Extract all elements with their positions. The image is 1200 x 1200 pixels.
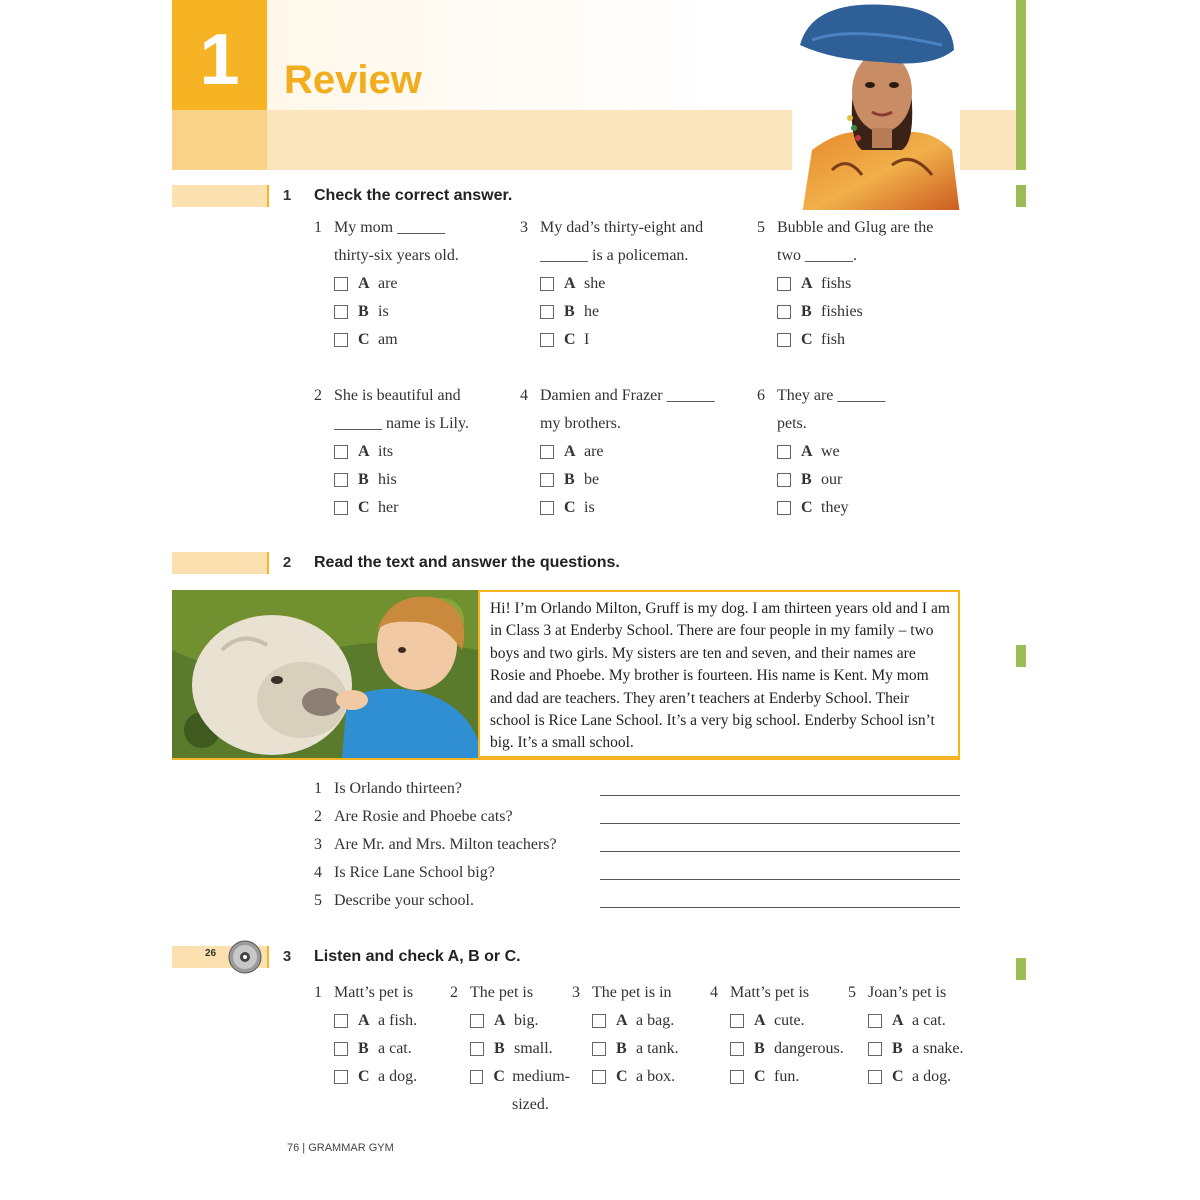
answer-option[interactable] bbox=[592, 1007, 702, 1035]
option-letter: B bbox=[801, 471, 812, 488]
audio-track-number: 26 bbox=[205, 948, 217, 959]
option-letter: C bbox=[564, 331, 576, 348]
answer-option[interactable] bbox=[777, 298, 957, 326]
question-number: 1 bbox=[314, 780, 322, 797]
option-text: his bbox=[378, 471, 397, 488]
option-letter: B bbox=[358, 303, 369, 320]
option-letter: C bbox=[493, 1068, 505, 1085]
option-text: a bag. bbox=[636, 1012, 675, 1029]
checkbox[interactable] bbox=[730, 1070, 744, 1084]
checkbox[interactable] bbox=[540, 333, 554, 347]
question-number: 2 bbox=[450, 984, 458, 1001]
answer-option[interactable] bbox=[540, 494, 740, 522]
option-letter: C bbox=[801, 499, 813, 516]
section-title: Check the correct answer. bbox=[314, 187, 513, 204]
option-text: fish bbox=[821, 331, 845, 348]
question-text: Matt’s pet is bbox=[730, 984, 810, 1001]
unit-number-box: 1 bbox=[172, 0, 267, 110]
answer-option[interactable] bbox=[334, 494, 504, 522]
section-title: Read the text and answer the questions. bbox=[314, 554, 620, 571]
mc-question bbox=[848, 979, 988, 1091]
question-text: Is Rice Lane School big? bbox=[334, 864, 495, 881]
checkbox[interactable] bbox=[777, 305, 791, 319]
option-text: she bbox=[584, 275, 606, 292]
question-number: 1 bbox=[314, 219, 322, 236]
answer-option[interactable] bbox=[730, 1063, 850, 1091]
answer-option[interactable] bbox=[470, 1063, 570, 1091]
answer-option[interactable] bbox=[592, 1063, 702, 1091]
option-text: fun. bbox=[774, 1068, 800, 1085]
answer-option[interactable] bbox=[540, 438, 740, 466]
answer-line[interactable] bbox=[600, 795, 960, 796]
option-letter: A bbox=[616, 1012, 628, 1029]
option-text: fishies bbox=[821, 303, 863, 320]
question-number: 2 bbox=[314, 387, 322, 404]
question-number: 5 bbox=[314, 892, 322, 909]
option-text: be bbox=[584, 471, 600, 488]
answer-line[interactable] bbox=[600, 879, 960, 880]
answer-option[interactable] bbox=[868, 1035, 988, 1063]
question-text: two ______. bbox=[777, 247, 857, 264]
checkbox[interactable] bbox=[334, 473, 348, 487]
question-number: 3 bbox=[314, 836, 322, 853]
reading-text: Hi! I’m Orlando Milton, Gruff is my dog. I am thirteen years old and I am in Class 3 at Enderby School. There are four people in my family – two boys and two girls. My sisters are ten and seven, and their names are Rosie and Phoebe. My brother is fourteen. His name is Kent. My mom and dad are teachers. They aren’t teachers at Enderby School. Their school is Rice Lane School. It’s a very big school. Enderby School isn’t big. It’s a small school. bbox=[490, 600, 950, 752]
option-letter: B bbox=[801, 303, 812, 320]
answer-option[interactable] bbox=[334, 438, 504, 466]
audio-cd-icon[interactable] bbox=[228, 940, 262, 974]
option-letter: A bbox=[801, 443, 813, 460]
answer-option[interactable] bbox=[730, 1035, 850, 1063]
question-text: thirty-six years old. bbox=[334, 247, 459, 264]
answer-option[interactable] bbox=[334, 298, 504, 326]
question-number: 5 bbox=[848, 984, 856, 1001]
question-text: pets. bbox=[777, 415, 807, 432]
question-text: They are ______ bbox=[777, 387, 886, 404]
checkbox[interactable] bbox=[868, 1070, 882, 1084]
question-number: 4 bbox=[710, 984, 718, 1001]
mc-question bbox=[314, 979, 444, 1091]
option-text: cute. bbox=[774, 1012, 805, 1029]
question-number: 4 bbox=[520, 387, 528, 404]
option-text: a snake. bbox=[912, 1040, 964, 1057]
section-number: 2 bbox=[267, 552, 305, 574]
checkbox[interactable] bbox=[470, 1042, 484, 1056]
mc-question bbox=[520, 382, 740, 522]
option-letter: B bbox=[358, 1040, 369, 1057]
answer-option[interactable] bbox=[470, 1007, 570, 1035]
reading-text-box bbox=[478, 590, 960, 758]
answer-option[interactable] bbox=[334, 1007, 444, 1035]
question-text: Are Mr. and Mrs. Milton teachers? bbox=[334, 836, 557, 853]
answer-option[interactable] bbox=[334, 270, 504, 298]
checkbox[interactable] bbox=[334, 1070, 348, 1084]
option-letter: B bbox=[892, 1040, 903, 1057]
answer-option[interactable] bbox=[334, 1035, 444, 1063]
question-text: Matt’s pet is bbox=[334, 984, 414, 1001]
list-item bbox=[314, 887, 474, 915]
option-letter: A bbox=[892, 1012, 904, 1029]
mc-question bbox=[757, 214, 957, 354]
option-text: they bbox=[821, 499, 849, 516]
answer-line[interactable] bbox=[600, 907, 960, 908]
answer-option[interactable] bbox=[540, 466, 740, 494]
question-text: My dad’s thirty-eight and bbox=[540, 219, 704, 236]
answer-option[interactable] bbox=[540, 326, 740, 354]
mc-question bbox=[314, 382, 504, 522]
option-text-continued: sized. bbox=[512, 1096, 549, 1113]
checkbox[interactable] bbox=[470, 1014, 484, 1028]
mc-question bbox=[710, 979, 850, 1091]
option-text: am bbox=[378, 331, 398, 348]
mc-question bbox=[450, 979, 570, 1119]
option-text: are bbox=[584, 443, 604, 460]
checkbox[interactable] bbox=[868, 1014, 882, 1028]
question-text: Joan’s pet is bbox=[868, 984, 947, 1001]
question-text: Is Orlando thirteen? bbox=[334, 780, 462, 797]
answer-option[interactable] bbox=[777, 326, 957, 354]
list-item bbox=[314, 831, 557, 859]
answer-option[interactable] bbox=[334, 466, 504, 494]
checkbox[interactable] bbox=[777, 277, 791, 291]
checkbox[interactable] bbox=[334, 333, 348, 347]
boy-with-dog-photo bbox=[172, 590, 478, 758]
option-letter: A bbox=[358, 443, 370, 460]
option-text: its bbox=[378, 443, 394, 460]
question-text: The pet is in bbox=[592, 984, 672, 1001]
option-text: are bbox=[378, 275, 398, 292]
answer-option[interactable] bbox=[334, 1063, 444, 1091]
option-letter: B bbox=[494, 1040, 505, 1057]
question-text: The pet is bbox=[470, 984, 534, 1001]
checkbox[interactable] bbox=[334, 445, 348, 459]
checkbox[interactable] bbox=[470, 1070, 483, 1084]
question-text: Are Rosie and Phoebe cats? bbox=[334, 808, 513, 825]
option-letter: C bbox=[754, 1068, 766, 1085]
green-edge-tab bbox=[1016, 185, 1026, 207]
checkbox[interactable] bbox=[592, 1042, 606, 1056]
option-text: fishs bbox=[821, 275, 852, 292]
answer-option[interactable] bbox=[777, 270, 957, 298]
question-text: ______ name is Lily. bbox=[334, 415, 469, 432]
checkbox[interactable] bbox=[334, 305, 348, 319]
option-letter: B bbox=[754, 1040, 765, 1057]
option-letter: B bbox=[616, 1040, 627, 1057]
checkbox[interactable] bbox=[777, 445, 791, 459]
question-number: 1 bbox=[314, 984, 322, 1001]
option-text: we bbox=[821, 443, 840, 460]
option-letter: A bbox=[358, 1012, 370, 1029]
question-number: 3 bbox=[572, 984, 580, 1001]
question-text: my brothers. bbox=[540, 415, 621, 432]
checkbox[interactable] bbox=[777, 473, 791, 487]
question-number: 2 bbox=[314, 808, 322, 825]
checkbox[interactable] bbox=[540, 473, 554, 487]
option-text: is bbox=[584, 499, 595, 516]
answer-option[interactable] bbox=[777, 494, 957, 522]
question-text: She is beautiful and bbox=[334, 387, 461, 404]
divider bbox=[172, 758, 960, 760]
option-letter: A bbox=[564, 443, 576, 460]
green-edge-tab bbox=[1016, 0, 1026, 170]
checkbox[interactable] bbox=[334, 1042, 348, 1056]
answer-option[interactable] bbox=[334, 326, 504, 354]
checkbox[interactable] bbox=[540, 305, 554, 319]
option-letter: A bbox=[494, 1012, 506, 1029]
question-text: Describe your school. bbox=[334, 892, 474, 909]
checkbox[interactable] bbox=[777, 333, 791, 347]
question-text: My mom ______ bbox=[334, 219, 446, 236]
answer-line[interactable] bbox=[600, 851, 960, 852]
mc-question bbox=[520, 214, 740, 354]
option-text: medium- bbox=[512, 1068, 570, 1085]
green-edge-tab bbox=[1016, 958, 1026, 980]
checkbox[interactable] bbox=[334, 501, 348, 515]
answer-option[interactable] bbox=[777, 466, 957, 494]
option-text: a box. bbox=[636, 1068, 676, 1085]
question-number: 3 bbox=[520, 219, 528, 236]
option-text: dangerous. bbox=[774, 1040, 844, 1057]
green-edge-tab bbox=[1016, 645, 1026, 667]
option-text: our bbox=[821, 471, 843, 488]
section-number: 1 bbox=[267, 185, 305, 207]
checkbox[interactable] bbox=[592, 1014, 606, 1028]
option-text: big. bbox=[514, 1012, 539, 1029]
section-number: 3 bbox=[267, 946, 305, 968]
page-footer: 76 | GRAMMAR GYM bbox=[287, 1142, 394, 1154]
page-title: Review bbox=[284, 58, 422, 102]
option-letter: A bbox=[801, 275, 813, 292]
answer-option[interactable] bbox=[592, 1035, 702, 1063]
option-text: I bbox=[584, 331, 590, 348]
option-letter: A bbox=[564, 275, 576, 292]
option-text: a cat. bbox=[378, 1040, 412, 1057]
checkbox[interactable] bbox=[777, 501, 791, 515]
option-text: a fish. bbox=[378, 1012, 418, 1029]
checkbox[interactable] bbox=[730, 1014, 744, 1028]
answer-option[interactable] bbox=[777, 438, 957, 466]
answer-option[interactable] bbox=[540, 270, 740, 298]
answer-option[interactable] bbox=[868, 1063, 988, 1091]
checkbox[interactable] bbox=[334, 277, 348, 291]
answer-option[interactable] bbox=[470, 1035, 570, 1063]
checkbox[interactable] bbox=[334, 1014, 348, 1028]
option-text: a dog. bbox=[378, 1068, 418, 1085]
option-letter: B bbox=[564, 471, 575, 488]
question-text: ______ is a policeman. bbox=[540, 247, 689, 264]
option-text: her bbox=[378, 499, 399, 516]
mc-question bbox=[572, 979, 702, 1091]
answer-option[interactable] bbox=[730, 1007, 850, 1035]
option-text: small. bbox=[514, 1040, 553, 1057]
checkbox[interactable] bbox=[868, 1042, 882, 1056]
section-title: Listen and check A, B or C. bbox=[314, 948, 521, 965]
option-letter: C bbox=[892, 1068, 904, 1085]
girl-portrait-photo bbox=[792, 0, 960, 210]
unit-box-lower bbox=[172, 110, 267, 170]
answer-option[interactable] bbox=[540, 298, 740, 326]
checkbox[interactable] bbox=[540, 277, 554, 291]
question-number: 5 bbox=[757, 219, 765, 236]
option-letter: A bbox=[754, 1012, 766, 1029]
mc-question bbox=[757, 382, 957, 522]
option-letter: C bbox=[616, 1068, 628, 1085]
option-letter: C bbox=[801, 331, 813, 348]
option-letter: C bbox=[358, 1068, 370, 1085]
question-text: Bubble and Glug are the bbox=[777, 219, 934, 236]
list-item bbox=[314, 859, 495, 887]
option-letter: C bbox=[358, 331, 370, 348]
option-text: he bbox=[584, 303, 600, 320]
question-number: 4 bbox=[314, 864, 322, 881]
option-text: a tank. bbox=[636, 1040, 679, 1057]
option-letter: A bbox=[358, 275, 370, 292]
option-text: a dog. bbox=[912, 1068, 952, 1085]
answer-line[interactable] bbox=[600, 823, 960, 824]
checkbox[interactable] bbox=[730, 1042, 744, 1056]
option-text: is bbox=[378, 303, 389, 320]
option-letter: B bbox=[564, 303, 575, 320]
checkbox[interactable] bbox=[540, 501, 554, 515]
option-letter: C bbox=[358, 499, 370, 516]
mc-question bbox=[314, 214, 504, 354]
option-letter: B bbox=[358, 471, 369, 488]
list-item bbox=[314, 803, 513, 831]
checkbox[interactable] bbox=[592, 1070, 606, 1084]
question-text: Damien and Frazer ______ bbox=[540, 387, 715, 404]
answer-option[interactable] bbox=[868, 1007, 988, 1035]
option-letter: C bbox=[564, 499, 576, 516]
option-text: a cat. bbox=[912, 1012, 946, 1029]
checkbox[interactable] bbox=[540, 445, 554, 459]
list-item bbox=[314, 775, 462, 803]
question-number: 6 bbox=[757, 387, 765, 404]
